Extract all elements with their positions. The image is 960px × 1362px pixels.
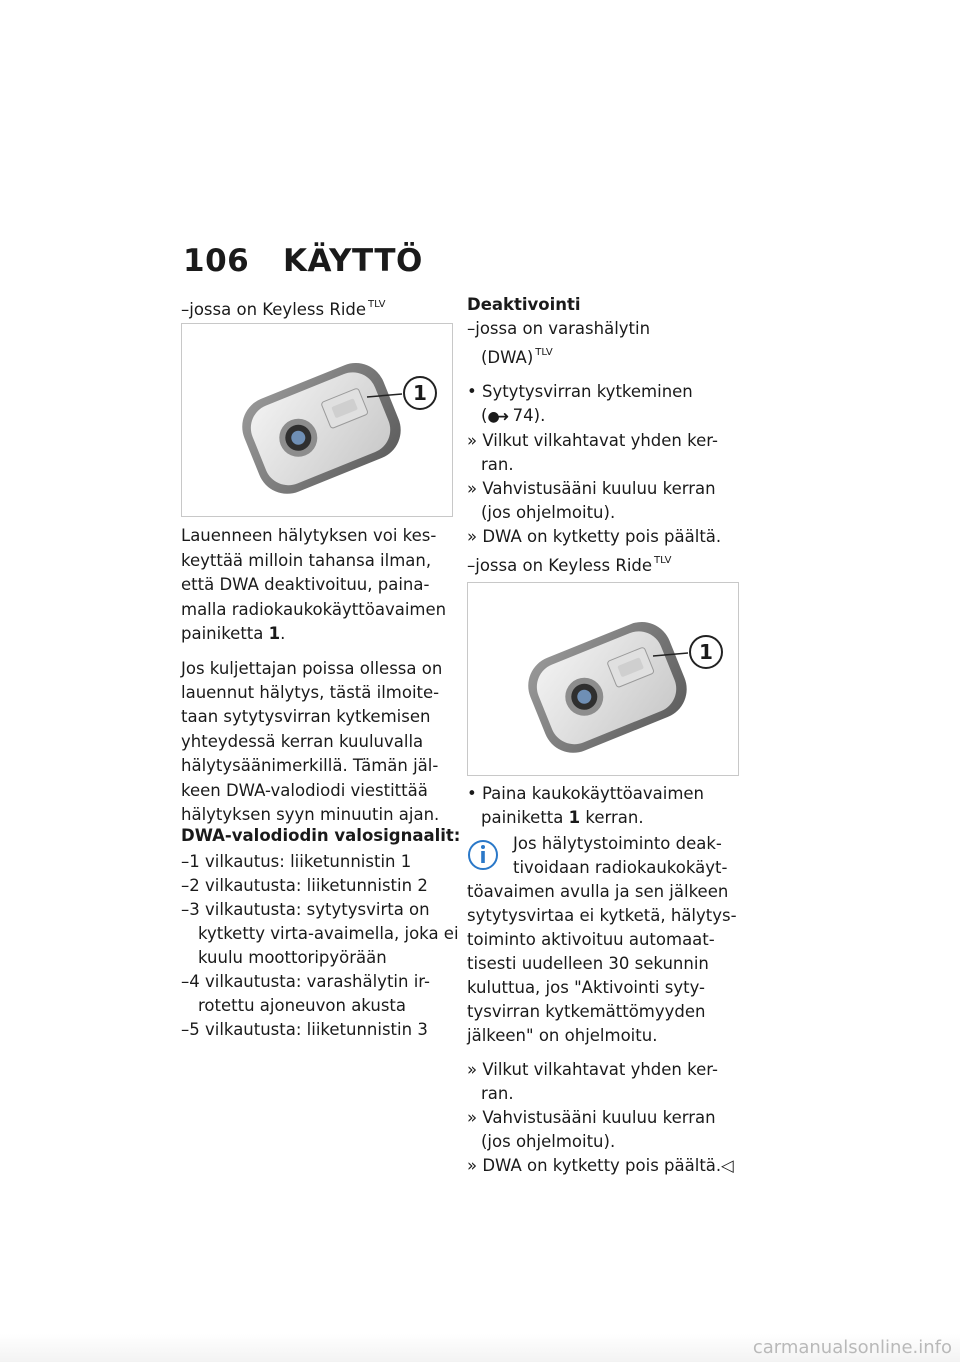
right-column: Deaktivointi –jossa on varashälytin (DWA) $^{TLV}$ • Sytytysvirran kytkeminen (●➜ 74). » Vilkut vilkahtavat yhden ker- ran. » Vahvistusääni kuuluu kerran (jos ohjelmoitu). » DWA on kytketty pois päältä. –jossa on Keyless Ride $^{TLV}$ 1 • Paina kaukokäyttöavaimen painiketta 1 kerran. Jos hälytystoiminto deak- tivoidaan radiokaukokäyt- töavaimen avulla ja sen jälkeen sytytysvirtaa ei kytketä, hälytys- toiminto aktivoituu automaat- tisesti uudelleen 30 sekunnin kuluttua, jos "Aktivointi syty- tysvirran kytkemättömyyden jälkeen" on ohjelmoitu. » Vilkut vilkahtavat yhden ker- ran. » Vahvistusääni kuuluu kerran (jos ohjelmoitu). » DWA on kytketty pois päältä.◁ bbox=[467, 293, 742, 1178]
signals-heading: DWA-valodiodin valosignaalit: bbox=[181, 826, 461, 846]
list-item: –4 vilkautusta: varashälytin ir- rotettu ajoneuvon akusta bbox=[181, 972, 430, 1016]
key-figure bbox=[181, 323, 453, 517]
left-column bbox=[181, 293, 461, 1042]
results-list: » Vilkut vilkahtavat yhden ker- ran. » Vahvistusääni kuuluu kerran (jos ohjelmoitu). » DWA on kytketty pois päältä. bbox=[467, 431, 722, 546]
remote-key-illustration bbox=[468, 583, 738, 775]
step-press-button: • Paina kaukokäyttöavaimen bbox=[467, 784, 705, 803]
signals-list bbox=[181, 850, 459, 1042]
keyless-label: –jossa on Keyless Ride $^{TLV}$ bbox=[181, 299, 386, 319]
list-item: –1 vilkautus: liiketunnistin 1 bbox=[181, 852, 412, 872]
info-icon bbox=[467, 836, 499, 874]
chapter-title: KÄYTTÖ bbox=[283, 243, 423, 279]
section-heading: Deaktivointi bbox=[467, 295, 581, 314]
list-item: –3 vilkautusta: sytytysvirta on kytketty virta-avaimella, joka ei kuulu moottoripyörään bbox=[181, 900, 459, 968]
callout-circle: 1 bbox=[689, 635, 723, 669]
callout-circle: 1 bbox=[403, 376, 437, 410]
tlv-superscript: TLV bbox=[368, 299, 386, 310]
watermark-footer: carmanualsonline.info bbox=[0, 1334, 960, 1362]
paragraph-alarm-reset: Lauenneen hälytyksen voi kes- keyttää milloin tahansa ilman, että DWA deaktivoituu, paina- malla radiokaukokäyttöavaimen painiketta 1. bbox=[181, 526, 447, 643]
page-number: 106 bbox=[183, 243, 250, 279]
list-item: –2 vilkautusta: liiketunnistin 2 bbox=[181, 876, 428, 896]
key-figure bbox=[467, 582, 739, 776]
info-note: Jos hälytystoiminto deak- tivoidaan radiokaukokäyt- töavaimen avulla ja sen jälkeen sytytysvirtaa ei kytketä, hälytys- toiminto aktivoituu automaat- tisesti uudelleen 30 sekunnin kuluttua, jos "Aktivointi syty- tysvirran kytkemättömyyden jälkeen" on ohjelmoitu. bbox=[467, 834, 737, 1045]
results-list: » Vilkut vilkahtavat yhden ker- ran. » Vahvistusääni kuuluu kerran (jos ohjelmoitu). » DWA on kytketty pois päältä.◁ bbox=[467, 1060, 734, 1175]
step-ignition: • Sytytysvirran kytkeminen bbox=[467, 382, 693, 401]
list-item: –5 vilkautusta: liiketunnistin 3 bbox=[181, 1020, 428, 1040]
paragraph-alarm-info: Jos kuljettajan poissa ollessa on lauennut hälytys, tästä ilmoite- taan sytytysvirran kytkemisen yhteydessä kerran kuuluvalla hälytysäänimerkillä. Tämän jäl- keen DWA-valodiodi viestittää hälytyksen syyn minuutin ajan. bbox=[181, 658, 443, 824]
page-header bbox=[183, 243, 423, 279]
page-reference-icon: ●➜ bbox=[487, 409, 508, 425]
remote-key-illustration bbox=[182, 324, 452, 516]
keyless-label: –jossa on Keyless Ride $^{TLV}$ bbox=[467, 555, 672, 575]
